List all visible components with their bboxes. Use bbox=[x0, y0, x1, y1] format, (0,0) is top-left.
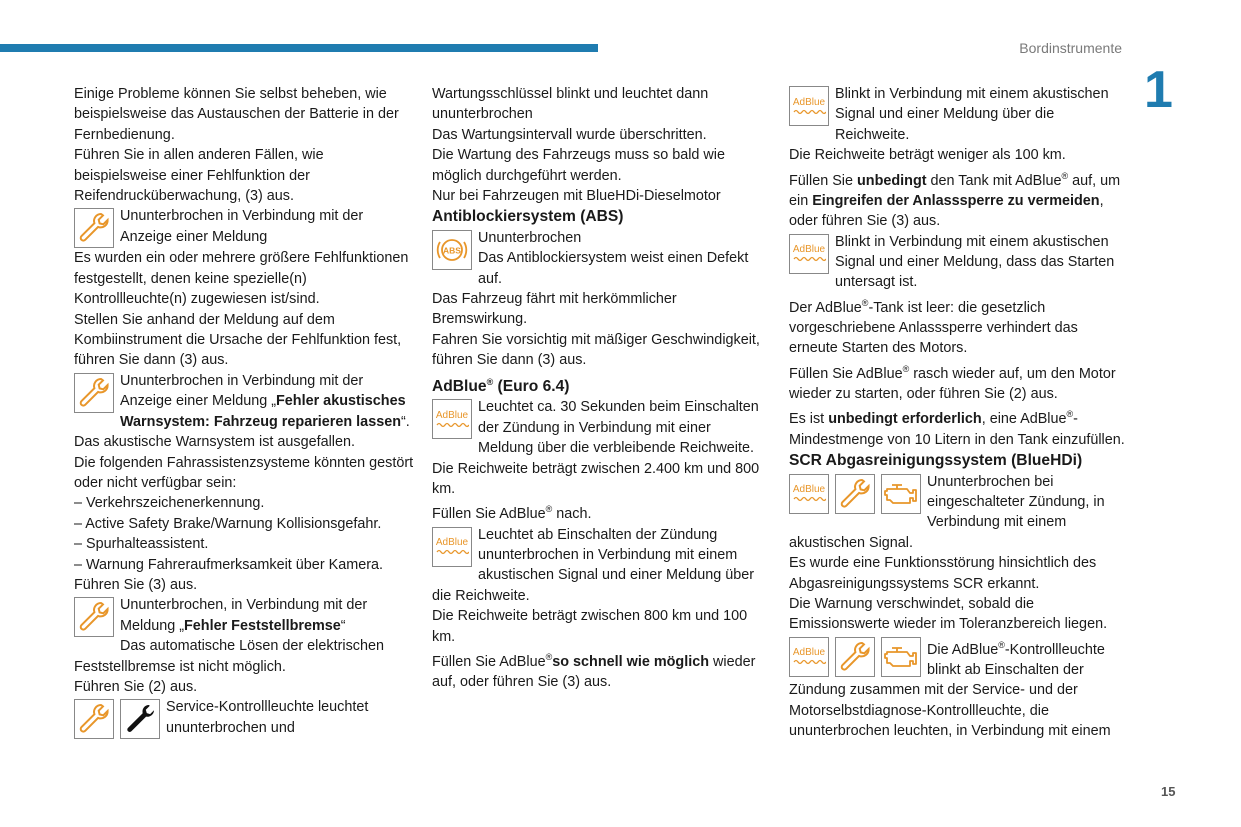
paragraph: Ununterbrochen in Verbindung mit der Anzeige einer Meldung „Fehler akustisches Warnsystem: Fahrzeug reparieren lassen“. bbox=[120, 372, 410, 430]
page-number: 15 bbox=[1161, 784, 1176, 799]
paragraph: Wartungsschlüssel blinkt und leuchtet dann ununterbrochen bbox=[432, 86, 709, 123]
adblue-warning-icon bbox=[789, 637, 829, 677]
paragraph: Die Reichweite beträgt zwischen 2.400 km und 800 km. bbox=[432, 460, 760, 497]
adblue-icon-label: AdBlue bbox=[792, 244, 826, 256]
warning-block bbox=[74, 206, 414, 248]
wrench-warning-icon bbox=[74, 699, 114, 739]
list-item: – Spurhalteassistent. bbox=[74, 536, 209, 553]
adblue-icon-label: AdBlue bbox=[792, 647, 826, 659]
paragraph: Die Warnung verschwindet, sobald die Emissionswerte wieder im Toleranzbereich liegen. bbox=[789, 595, 1108, 633]
section-title: Bordinstrumente bbox=[1019, 40, 1122, 56]
service-wrench-icon bbox=[120, 699, 160, 739]
paragraph: Führen Sie in allen anderen Fällen, wie beispielsweise einer Fehlfunktion der Reifendrucküberwachung, (3) aus. bbox=[74, 147, 324, 205]
warning-block bbox=[432, 397, 768, 458]
engine-warning-icon bbox=[881, 637, 921, 677]
engine-warning-icon bbox=[881, 474, 921, 514]
warning-block bbox=[789, 635, 1129, 742]
abs-icon-label: ABS bbox=[443, 245, 461, 256]
wrench-warning-icon bbox=[835, 474, 875, 514]
warning-block bbox=[789, 232, 1129, 293]
abs-warning-icon bbox=[432, 230, 472, 270]
column-3 bbox=[789, 84, 1129, 742]
warning-block bbox=[432, 228, 768, 289]
chapter-number: 1 bbox=[1144, 61, 1173, 119]
paragraph: Einige Probleme können Sie selbst beheben, wie beispielsweise das Austauschen der Batterie in der Fernbedienung. bbox=[74, 86, 399, 143]
wrench-warning-icon bbox=[74, 208, 114, 248]
paragraph: Leuchtet ab Einschalten der Zündung ununterbrochen in Verbindung mit einem akustischen Signal und einer Meldung über die Reichweite. bbox=[432, 526, 755, 604]
paragraph: Ununterbrochen bei eingeschalteter Zündung, in Verbindung mit einem akustischen Signal. bbox=[789, 473, 1105, 551]
adblue-icon-label: AdBlue bbox=[792, 484, 826, 495]
warning-block bbox=[789, 472, 1129, 554]
paragraph: Füllen Sie AdBlue® rasch wieder auf, um den Motor wieder zu starten, oder führen Sie (2) aus. bbox=[789, 363, 1116, 403]
paragraph: Fahren Sie vorsichtig mit mäßiger Geschwindigkeit, führen Sie dann (3) aus. bbox=[432, 331, 760, 369]
warning-block bbox=[74, 697, 414, 739]
list-item: – Active Safety Brake/Warnung Kollisionsgefahr. bbox=[74, 515, 382, 532]
paragraph: Das Antiblockiersystem weist einen Defekt auf. bbox=[478, 250, 749, 287]
paragraph: Die Reichweite beträgt weniger als 100 km. bbox=[789, 147, 1066, 164]
paragraph: Service-Kontrollleuchte leuchtet ununterbrochen und bbox=[166, 699, 369, 736]
warning-block bbox=[74, 595, 414, 636]
header-accent-bar bbox=[0, 44, 598, 52]
wrench-warning-icon bbox=[74, 373, 114, 413]
paragraph: Es wurde eine Funktionsstörung hinsichtlich des Abgasreinigungssystems SCR erkannt. bbox=[789, 555, 1097, 592]
paragraph: Ununterbrochen, in Verbindung mit der Meldung „Fehler Feststellbremse“ bbox=[120, 597, 368, 634]
paragraph: Blinkt in Verbindung mit einem akustischen Signal und einer Meldung, dass das Starten untersagt ist. bbox=[835, 233, 1115, 291]
paragraph: Es ist unbedingt erforderlich, eine AdBlue®-Mindestmenge von 10 Litern in den Tank einzufüllen. bbox=[789, 409, 1125, 448]
wrench-warning-icon bbox=[74, 597, 114, 637]
paragraph: Ununterbrochen bbox=[478, 229, 582, 246]
paragraph: Stellen Sie anhand der Meldung auf dem Kombiinstrument die Ursache der Fehlfunktion fest, führen Sie dann (3) aus. bbox=[74, 311, 402, 369]
column-1 bbox=[74, 84, 414, 739]
adblue-warning-icon bbox=[432, 399, 472, 439]
heading-scr: SCR Abgasreinigungssystem (BlueHDi) bbox=[789, 452, 1083, 470]
paragraph: Füllen Sie AdBlue®so schnell wie möglich wieder auf, oder führen Sie (3) aus. bbox=[432, 651, 756, 691]
paragraph: Das Fahrzeug fährt mit herkömmlicher Bremswirkung. bbox=[432, 291, 677, 328]
paragraph: Die Wartung des Fahrzeugs muss so bald wie möglich durchgeführt werden. bbox=[432, 147, 726, 184]
adblue-icon-label: AdBlue bbox=[435, 409, 469, 421]
paragraph: Das akustische Warnsystem ist ausgefallen. bbox=[74, 434, 355, 451]
adblue-warning-icon bbox=[789, 474, 829, 514]
adblue-warning-icon bbox=[789, 234, 829, 274]
paragraph: Leuchtet ca. 30 Sekunden beim Einschalten der Zündung in Verbindung mit einer Meldung über die verbleibende Reichweite. bbox=[478, 399, 759, 457]
paragraph: Führen Sie (3) aus. bbox=[74, 576, 198, 593]
paragraph: Blinkt in Verbindung mit einem akustischen Signal und einer Meldung über die Reichweite. bbox=[835, 86, 1109, 143]
paragraph: Das Wartungsintervall wurde überschritten. bbox=[432, 126, 707, 143]
wrench-warning-icon bbox=[835, 637, 875, 677]
paragraph: Es wurden ein oder mehrere größere Fehlfunktionen festgestellt, denen keine spezielle(n) Kontrollleuchte(n) zugewiesen ist/sind. bbox=[74, 250, 409, 308]
adblue-icon-label: AdBlue bbox=[792, 96, 826, 108]
paragraph: Die Reichweite beträgt zwischen 800 km und 100 km. bbox=[432, 608, 748, 645]
heading-adblue: AdBlue® (Euro 6.4) bbox=[432, 376, 570, 395]
list-item: – Verkehrszeichenerkennung. bbox=[74, 495, 265, 512]
paragraph: Nur bei Fahrzeugen mit BlueHDi-Dieselmotor bbox=[432, 188, 721, 205]
list-item: – Warnung Fahreraufmerksamkeit über Kamera. bbox=[74, 556, 383, 573]
warning-block bbox=[74, 371, 414, 432]
heading-abs: Antiblockiersystem (ABS) bbox=[432, 208, 624, 226]
warning-block bbox=[789, 84, 1129, 145]
paragraph: Die folgenden Fahrassistenzsysteme könnten gestört oder nicht verfügbar sein: bbox=[74, 454, 414, 491]
column-2 bbox=[432, 84, 768, 693]
paragraph: Der AdBlue®-Tank ist leer: die gesetzlich vorgeschriebene Anlasssperre verhindert das erneute Starten des Motors. bbox=[789, 297, 1078, 357]
warning-block bbox=[432, 525, 768, 607]
paragraph: Füllen Sie AdBlue® nach. bbox=[432, 504, 592, 523]
adblue-warning-icon bbox=[789, 86, 829, 126]
paragraph: Führen Sie (2) aus. bbox=[74, 678, 198, 695]
paragraph: Füllen Sie unbedingt den Tank mit AdBlue® auf, um ein Eingreifen der Anlasssperre zu vermeiden, oder führen Sie (3) aus. bbox=[789, 170, 1121, 230]
paragraph: Das automatische Lösen der elektrischen Feststellbremse ist nicht möglich. bbox=[74, 638, 384, 675]
adblue-warning-icon bbox=[432, 527, 472, 567]
paragraph: Ununterbrochen in Verbindung mit der Anzeige einer Meldung bbox=[120, 208, 364, 245]
adblue-icon-label: AdBlue bbox=[435, 537, 469, 549]
paragraph: Die AdBlue®-Kontrollleuchte blinkt ab Einschalten der Zündung zusammen mit der Service- und der Motorselbstdiagnose-Kontrollleuchte, die ununterbrochen leuchten, in Verbindung mit einem bbox=[789, 639, 1111, 740]
